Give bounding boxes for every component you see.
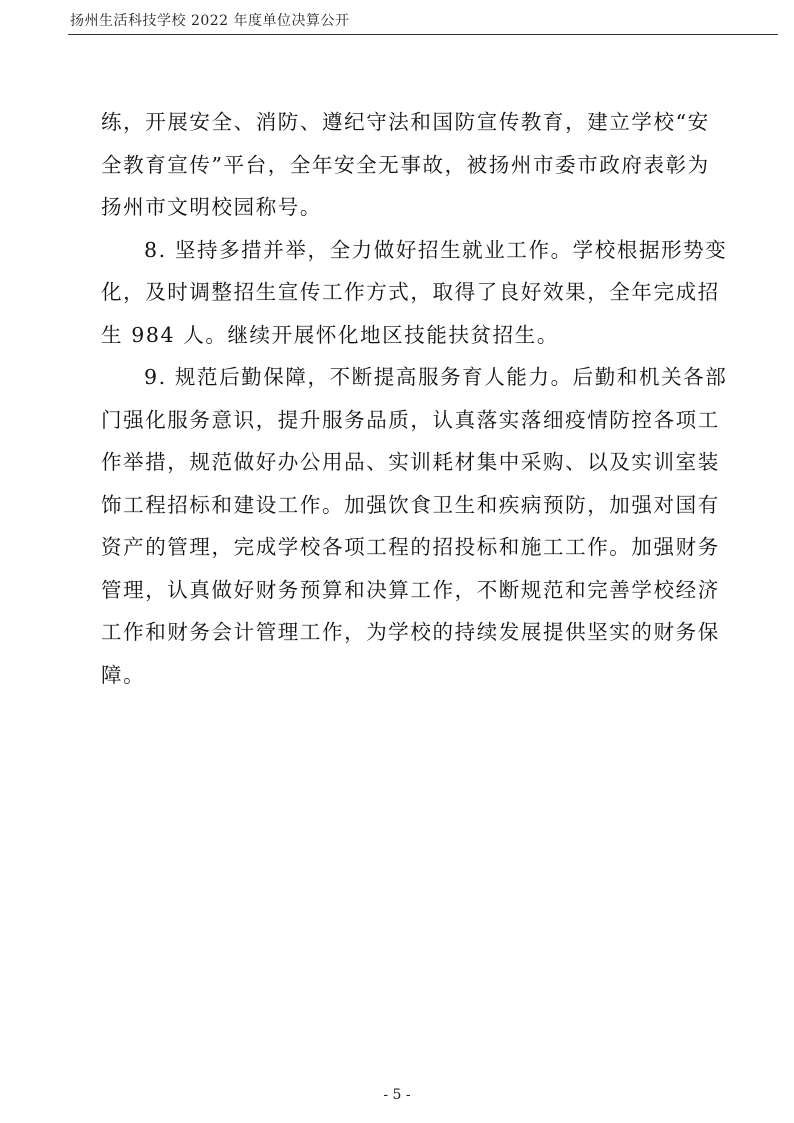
page-number: - 5 - (383, 1087, 411, 1103)
body-line: 作举措，规范做好办公用品、实训耗材集中采购、以及实训室装 (101, 450, 720, 474)
body-line: 资产的管理，完成学校各项工程的招投标和施工工作。加强财务 (101, 535, 720, 559)
body-line: 障。 (101, 662, 146, 687)
paragraph-8-start: 8. 坚持多措并举，全力做好招生就业工作。学校根据形势变 (144, 237, 728, 262)
body-line: 管理，认真做好财务预算和决算工作，不断规范和完善学校经济 (101, 577, 720, 602)
body-line: 扬州市文明校园称号。 (101, 195, 322, 219)
body-line: 门强化服务意识，提升服务品质，认真落实落细疫情防控各项工 (101, 407, 720, 432)
body-line: 生 984 人。继续开展怀化地区技能扶贫招生。 (101, 322, 559, 347)
body-line: 化，及时调整招生宣传工作方式，取得了良好效果，全年完成招 (101, 280, 720, 304)
document-body (101, 101, 731, 696)
paragraph-9-start: 9. 规范后勤保障，不断提高服务育人能力。后勤和机关各部 (144, 365, 728, 389)
body-line: 工作和财务会计管理工作，为学校的持续发展提供坚实的财务保 (101, 620, 720, 644)
document-header: 扬州生活科技学校 2022 年度单位决算公开 (70, 13, 350, 29)
header-divider (68, 34, 778, 35)
body-line: 练，开展安全、消防、遵纪守法和国防宣传教育，建立学校“安 (101, 110, 710, 134)
body-line: 全教育宣传”平台，全年安全无事故，被扬州市委市政府表彰为 (101, 152, 710, 177)
body-line: 饰工程招标和建设工作。加强饮食卫生和疾病预防，加强对国有 (101, 492, 720, 517)
